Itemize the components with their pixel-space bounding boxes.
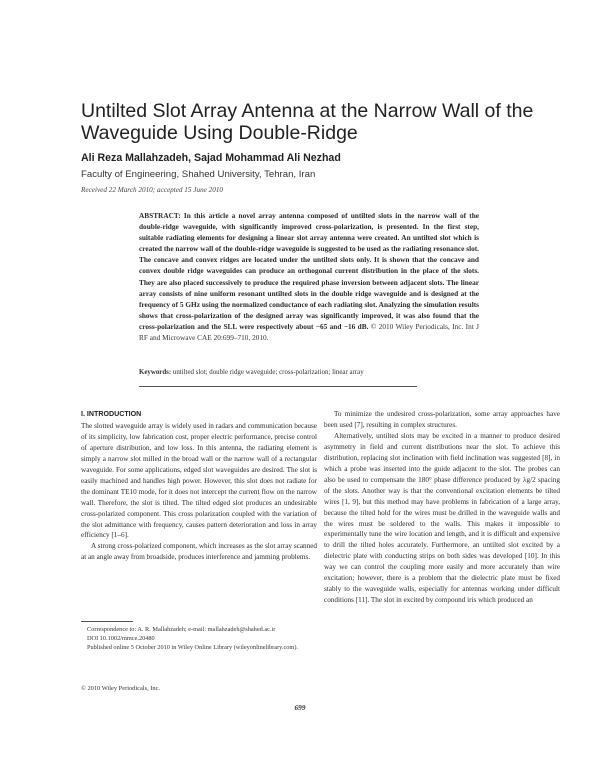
abstract [139, 210, 479, 343]
intro-paragraph-3: To minimize the undesired cross-polarization, some array approaches have been used [7], resulting in complex structures. [324, 410, 560, 429]
abstract-citation: © 2010 Wiley Periodicals, Inc. Int J RF and Microwave CAE 20:699–710, 2010. [139, 321, 479, 343]
paper-title: Untilted Slot Array Antenna at the Narrow Wall of the Waveguide Using Double-Ridge [81, 100, 534, 144]
received-date: Received 22 March 2010; accepted 15 June 2010 [81, 186, 224, 194]
abstract-text: In this article a novel array antenna composed of untilted slots in the narrow wall of the double-ridge waveguide, with significantly improved cross-polarization, is presented. In the first step, suitable radiating elements for designing a linear slot array antenna were created. An untilted slot which is created the narrow wall of the double-ridge waveguide is suggested to be used as the radiating resonance slot. The concave and convex ridges are located under the untilted slots only. It is shown that the concave and convex double ridge waveguides can produce an orthogonal current distribution in the place of the slots. They are also placed successively to produce the required phase inversion between adjacent slots. The linear array consists of nine uniform resonant untilted slots in the double ridge waveguide and is designed at the frequency of 5 GHz using the normalized conductance of each radiating slot. Analyzing the simulation results shows that cross-polarization of the designed array was significantly improved, it was also found that the cross-polarization and the SLL were respectively about −65 and −16 dB. [139, 211, 479, 331]
right-column [324, 409, 560, 606]
section-heading: I. INTRODUCTION [81, 410, 142, 418]
footnote [81, 625, 317, 653]
author-list: Ali Reza Mallahzadeh, Sajad Mohammad Ali Nezhad [81, 152, 341, 164]
affiliation: Faculty of Engineering, Shahed University, Tehran, Iran [81, 169, 316, 180]
footnote-correspondence: Correspondence to: A. R. Mallahzadeh; e-mail: mallahzadeh@shahed.ac.ir [87, 626, 276, 633]
intro-paragraph-2: A strong cross-polarized component, which increases as the slot array scanned at an angle away from broadside, produces interference and jamming problems. [81, 542, 317, 562]
left-column [81, 409, 317, 563]
copyright-notice: © 2010 Wiley Periodicals, Inc. [81, 685, 161, 692]
keywords-text: untilted slot; double ridge waveguide; cross-polarization; linear array [172, 369, 364, 376]
intro-paragraph-1: The slotted waveguide array is widely used in radars and communication because of its simplicity, low fabrication cost, proper electric performance, precise control of aperture distribution, and low loss. In this antenna, the radiating element is simply a narrow slot milled in the broad wall or the narrow wall of a rectangular waveguide. For some applications, edged slot waveguides are desired. The slot is easily machined and handles high power. However, this slot does not radiate for the dominant TE10 mode, for it does not intercept the current flow on the narrow wall. Therefore, the slot is tilted. The tilted edged slot produces an undesirable cross-polarized component. This cross polarization coupled with the variation of the slot admittance with frequency, causes pattern deterioration and loss in array efficiency [1–6]. [81, 421, 317, 540]
footnote-divider [81, 621, 133, 622]
keywords [139, 369, 479, 376]
abstract-label: ABSTRACT: [139, 211, 181, 220]
keywords-label: Keywords: [139, 369, 172, 376]
keywords-divider [139, 386, 417, 387]
page-number: 699 [294, 703, 306, 712]
footnote-published: Published online 5 October 2010 in Wiley Online Library (wileyonlinelibrary.com). [87, 644, 298, 652]
intro-paragraph-4: Alternatively, untilted slots may be excited in a manner to produce desired asymmetry in field and current distributions near the slot. To achieve this distribution, replacing slot inclination with field inclination was suggested [8], in which a probe was inserted into the guide adjacent to the slot. The probes can also be used to compensate the 180° phase difference produced by λg/2 spacing of the slots. Another way is that the conventional excitation elements be tilted wires [1, 9], but this method may have problems in fabrication of a large array, because the tilted hold for the wires must be drilled in the waveguide walls and the wires must be soldered to the walls. This makes it impossible to experimentally tune the wire location and length, and it is difficult and expensive to drill the tilted holes accurately. Furthermore, an untilted slot excited by a dielectric plate with conducting strips on both sides was developed [10]. In this way we can control the coupling more easily and more accurately than wire excitation; however, there is a problem that the dielectric plate must be fixed stably to the waveguide walls, especially for antennas working under difficult conditions [11]. The slot in excited by compound iris which produced an [324, 431, 560, 605]
footnote-doi: DOI 10.1002/mmce.20480 [87, 635, 155, 643]
